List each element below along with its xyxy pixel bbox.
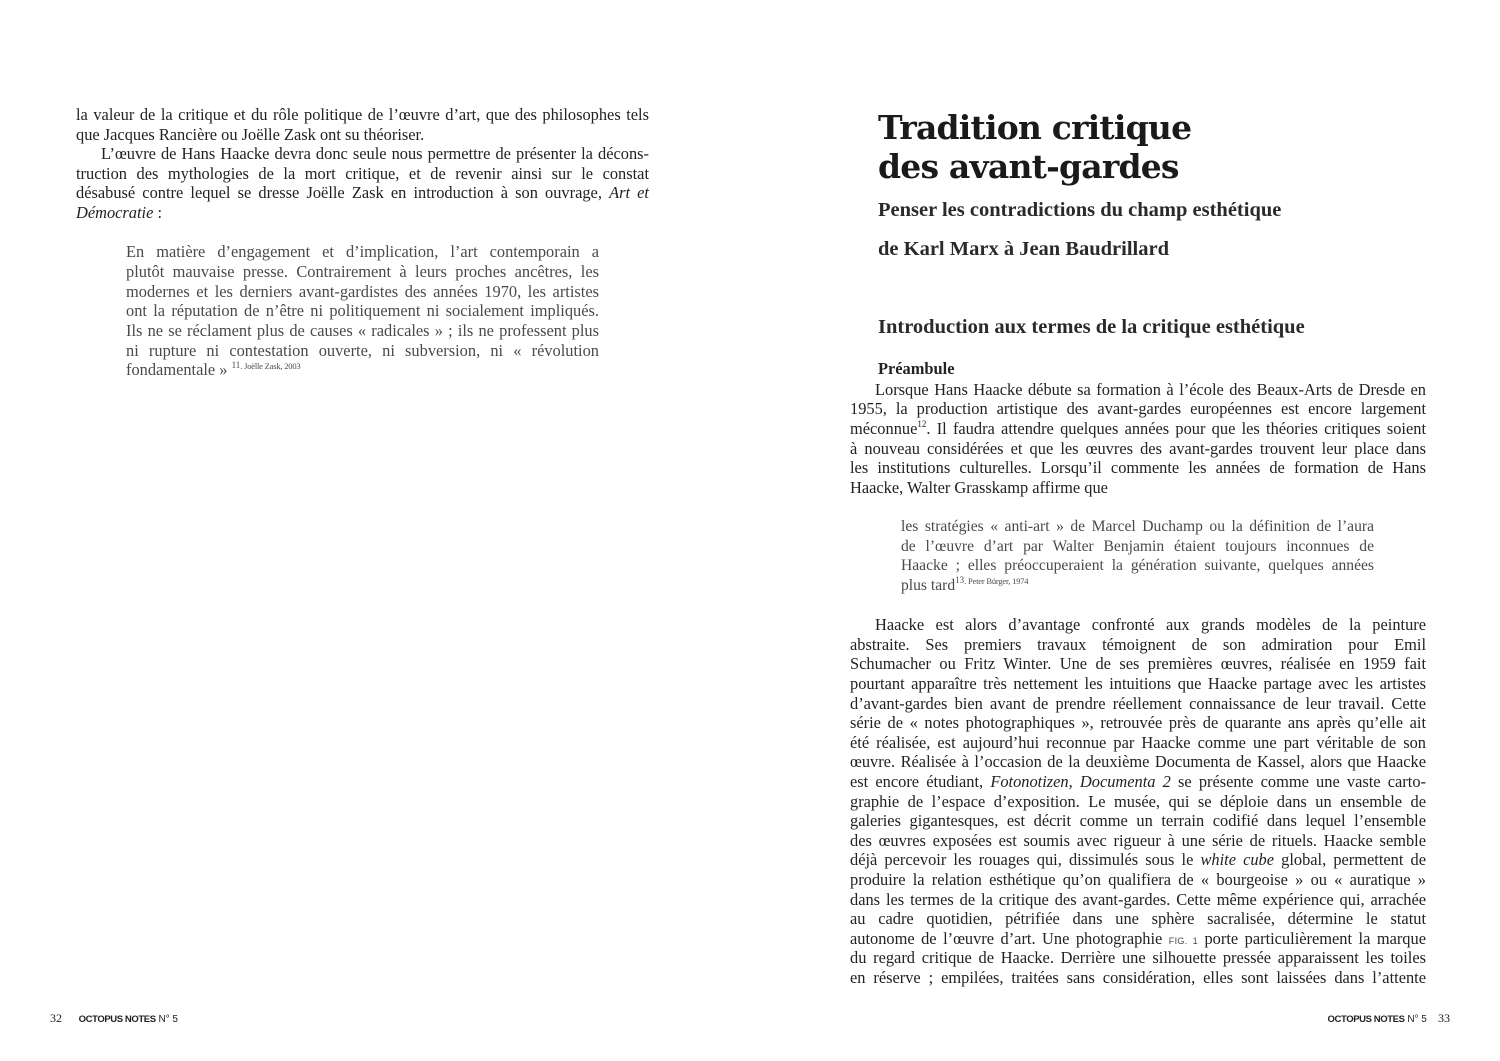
quote-text: plus tard (901, 577, 956, 594)
quote-line: En matière d’engagement et d’implication, l’art contemporain a (126, 242, 599, 261)
quote-citation: . Peter Bürger, 1974 (964, 576, 1029, 586)
page-number: 33 (1438, 1011, 1450, 1025)
body-text: global, permettent de (1274, 850, 1426, 869)
footnote-ref[interactable]: 13 (955, 575, 965, 585)
body-line: Lorsque Hans Haacke débute sa formation à l’école des Beaux-Arts de Dresde en (875, 380, 1426, 399)
body-line (76, 203, 649, 223)
body-line: 1955, la production artistique des avant-gardes européennes est encore largement (850, 399, 1426, 418)
preamble-heading: Préambule (878, 359, 955, 378)
quote-line: modernes et les derniers avant-gardistes des années 1970, les artistes (126, 282, 599, 301)
body-line: L’œuvre de Hans Haacke devra donc seule nous permettre de présenter la décons- (101, 144, 649, 163)
body-line (76, 183, 649, 203)
body-line (850, 772, 1426, 792)
body-line: abstraite. Ses premiers travaux témoignent de son admiration pour Emil (850, 635, 1426, 654)
body-line (850, 419, 1426, 439)
body-text: méconnue (850, 419, 918, 438)
quote-line: ont la réputation de n’être ni politiquement ni socialement impliqués. (126, 301, 599, 320)
body-text: . Il faudra attendre quelques années pour que les théories critiques soient (926, 419, 1426, 438)
quote-text: fondamentale » (126, 360, 228, 379)
quote-line: Haacke ; elles préoccuperaient la génération suivante, quelques années (901, 557, 1374, 574)
body-line: du regard critique de Haacke. Derrière une silhouette pressée apparaissent les toiles (850, 948, 1426, 967)
body-line: pourtant apparaître très nettement les intuitions que Haacke partage avec les artistes (850, 674, 1426, 693)
quote-line: Ils ne se réclament plus de causes « radicales » ; ils ne professent plus (126, 321, 599, 340)
body-text: autonome de l’œuvre d’art. Une photographie (850, 929, 1163, 948)
issue-number: N° 5 (1407, 1014, 1427, 1025)
issue-number: N° 5 (158, 1014, 178, 1025)
body-line: en réserve ; empilées, traitées sans considération, elles sont laissées dans l’attente (850, 968, 1426, 987)
quote-line (126, 360, 599, 380)
body-text: : (153, 203, 163, 222)
magazine-name: OCTOPUS NOTES (1327, 1014, 1405, 1025)
figure-reference[interactable]: FIG. 1 (1168, 936, 1198, 946)
body-line: œuvre. Réalisée à l’occasion de la deuxième Documenta de Kassel, alors que Haacke (850, 752, 1426, 771)
chapter-title-line: Tradition critique (878, 108, 1192, 147)
quote-line: plutôt mauvaise presse. Contrairement à leurs proches ancêtres, les (126, 262, 599, 281)
body-text: est encore étudiant, (850, 772, 984, 791)
folio-left (50, 1011, 178, 1026)
section-heading: Introduction aux termes de la critique esthétique (878, 316, 1305, 338)
quote-line: de l’œuvre d’art par Walter Benjamin étaient toujours inconnues de (901, 538, 1374, 555)
body-line: série de « notes photographiques », retrouvée près de quarante ans après qu’elle ait (850, 713, 1426, 732)
magazine-name: OCTOPUS NOTES (78, 1014, 156, 1025)
body-line (850, 850, 1426, 870)
body-line: à nouveau considérées et que les œuvres des avant-gardes trouvent leur place dans (850, 439, 1426, 458)
quote-line (901, 576, 1374, 596)
page-number: 32 (50, 1011, 62, 1025)
body-text: se présente comme une vaste carto- (1170, 772, 1426, 791)
folio-right (1328, 1011, 1450, 1026)
body-line: les institutions culturelles. Lorsqu’il commente les années de formation de Hans (850, 458, 1426, 477)
chapter-subtitle-line: de Karl Marx à Jean Baudrillard (878, 238, 1169, 260)
book-title: Art et (609, 183, 649, 202)
body-line: truction des mythologies de la mort critique, et de revenir ainsi sur le constat (76, 164, 649, 183)
chapter-title-line: des avant-gardes (878, 147, 1179, 186)
body-text: désabusé contre lequel se dresse Joëlle Zask en introduction à son ouvrage, (76, 183, 602, 202)
quote-citation: . Joëlle Zask, 2003 (240, 361, 301, 371)
body-line: produire la relation esthétique qu’on qualifiera de « bourgeoise » ou « auratique » (850, 870, 1426, 889)
body-line: Haacke, Walter Grasskamp affirme que (850, 478, 1108, 497)
body-line: Haacke est alors d’avantage confronté aux grands modèles de la peinture (875, 615, 1426, 634)
body-line: au cadre quotidien, pétrifiée dans une sphère sacralisée, détermine le statut (850, 909, 1426, 928)
body-line: été réalisée, est aujourd’hui reconnue par Haacke comme une part véritable de son (850, 733, 1426, 752)
emphasis-text: white cube (1200, 850, 1275, 869)
body-line: graphie de l’espace d’exposition. Le musée, qui se déploie dans un ensemble de (850, 792, 1426, 811)
body-line: des œuvres exposées est soumis avec rigueur à une série de rituels. Haacke semble (850, 831, 1426, 850)
body-line: Schumacher ou Fritz Winter. Une de ses premières œuvres, réalisée en 1959 fait (850, 654, 1426, 673)
body-line: la valeur de la critique et du rôle politique de l’œuvre d’art, que des philosophes tels (76, 105, 649, 124)
body-line: galeries gigantesques, est décrit comme un terrain codifié dans lequel l’ensemble (850, 811, 1426, 830)
quote-line: les stratégies « anti-art » de Marcel Duchamp ou la définition de l’aura (901, 518, 1374, 535)
footnote-ref[interactable]: 11 (231, 360, 241, 370)
chapter-subtitle-line: Penser les contradictions du champ esthétique (878, 199, 1282, 221)
body-line: que Jacques Rancière ou Joëlle Zask ont su théoriser. (76, 125, 425, 144)
body-line: dans les termes de la critique des avant-gardes. Cette même expérience qui, arrachée (850, 890, 1426, 909)
body-line: d’avant-gardes bien avant de prendre réellement connaissance de leur travail. Cette (850, 694, 1426, 713)
footnote-ref[interactable]: 12 (917, 419, 927, 429)
body-text: déjà percevoir les rouages qui, dissimulés sous le (850, 850, 1194, 869)
book-title: Démocratie (76, 203, 154, 222)
right-page (750, 0, 1500, 1061)
artwork-title: Fotonotizen, Documenta 2 (990, 772, 1171, 791)
quote-line: ni rupture ni contestation ouverte, ni subversion, ni « révolution (126, 341, 599, 360)
body-text: porte particulièrement la marque (1198, 929, 1426, 948)
